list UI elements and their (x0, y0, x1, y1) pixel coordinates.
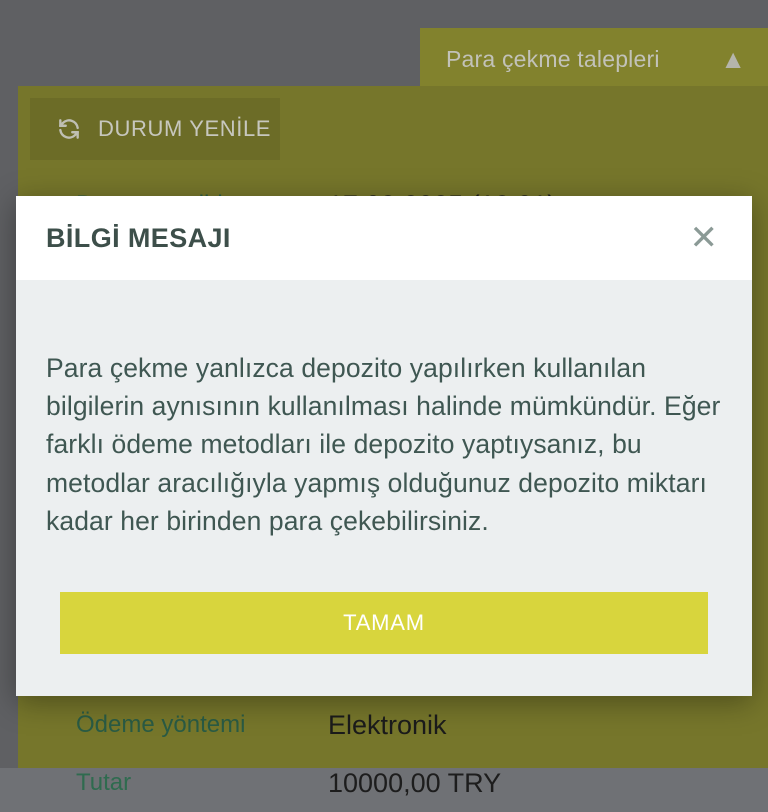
ok-button[interactable]: TAMAM (60, 592, 708, 654)
info-message-dialog (16, 196, 752, 696)
dialog-header (16, 196, 752, 280)
dialog-title: BİLGİ MESAJI (46, 223, 231, 254)
refresh-status-label: DURUM YENİLE (98, 116, 271, 142)
close-icon[interactable]: ✕ (684, 217, 725, 259)
chevron-up-icon[interactable]: ▲ (720, 46, 746, 72)
row-key: Tutar (18, 769, 328, 797)
panel-title: Para çekme talepleri (446, 46, 660, 73)
dialog-body (16, 280, 752, 541)
dialog-message: Para çekme yanlızca depozito yapılırken kullanılan bilgilerin aynısının kullanılması halinde mümkündür. Eğer farklı ödeme metodları ile depozito yaptıysanız, bu metodlar aracılığıyla yapmış olduğunuz depozito miktarı kadar her birinden para çekebilirsiniz. (46, 349, 722, 541)
row-value: 10000,00 TRY (328, 768, 501, 799)
row-key: Ödeme yöntemi (18, 711, 328, 739)
row-value: Elektronik (328, 710, 447, 741)
